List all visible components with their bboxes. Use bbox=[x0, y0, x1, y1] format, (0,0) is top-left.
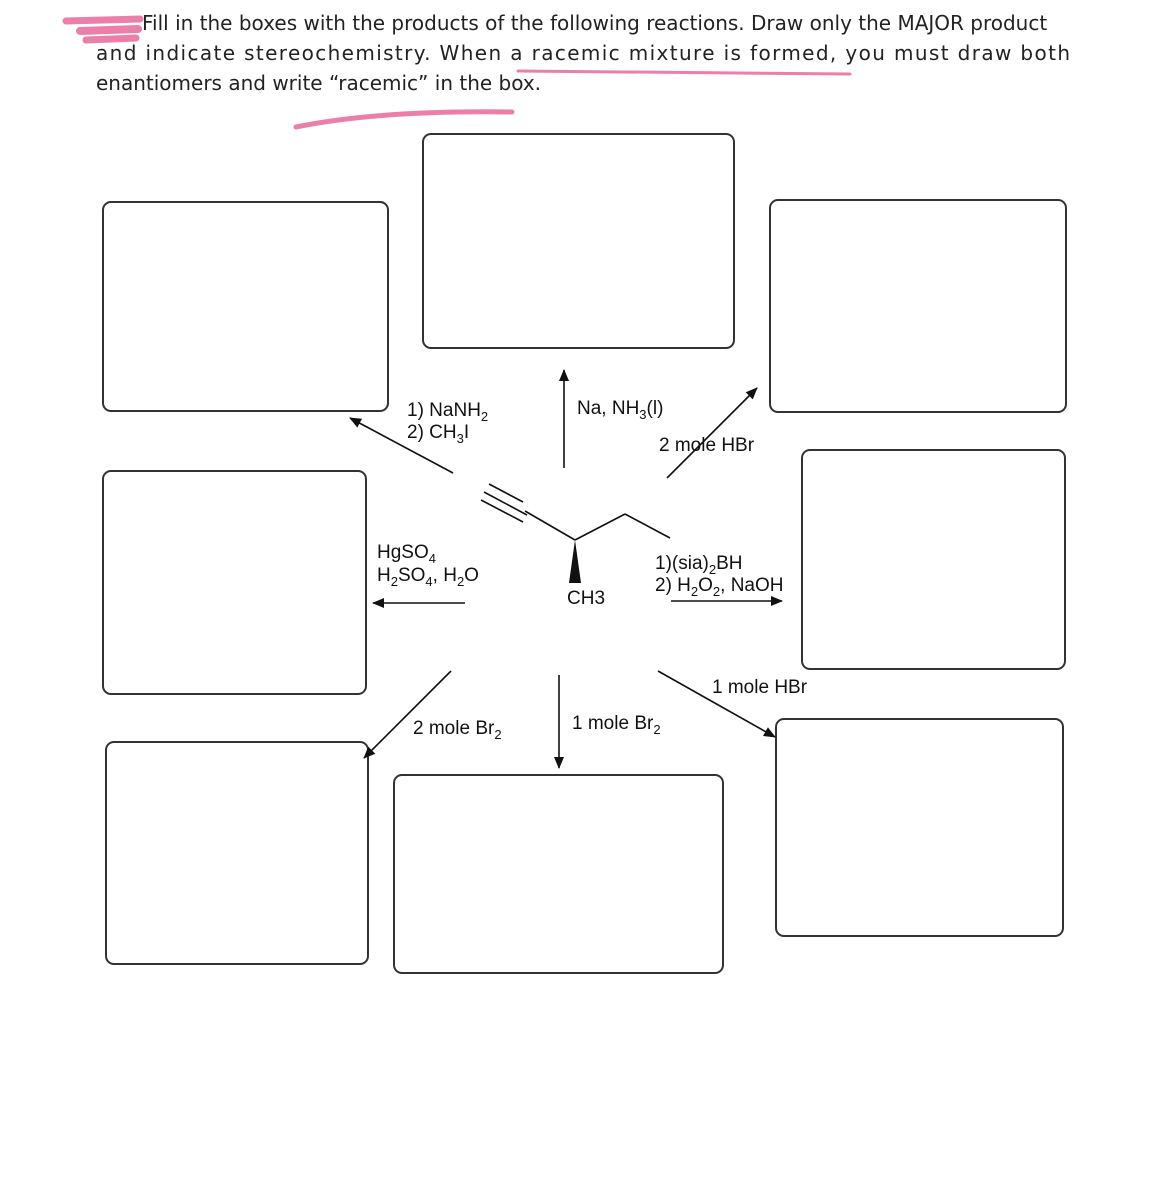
arrow-top-right bbox=[667, 388, 757, 478]
answer-box-top-right[interactable] bbox=[770, 200, 1066, 412]
answer-box-bottom-left[interactable] bbox=[106, 742, 368, 964]
instruction-line-1: Fill in the boxes with the products of the following reactions. Draw only the MAJOR product bbox=[142, 11, 1048, 35]
answer-boxes bbox=[103, 134, 1066, 973]
answer-box-bottom[interactable] bbox=[394, 775, 723, 973]
triple-bond-line bbox=[484, 492, 527, 515]
triple-bond-line bbox=[489, 484, 523, 502]
answer-box-left[interactable] bbox=[103, 471, 366, 694]
instruction-line-3: enantiomers and write “racemic” in the box. bbox=[96, 71, 542, 95]
answer-box-bottom-right[interactable] bbox=[776, 719, 1063, 936]
reagent-label-bottom-right: 1 mole HBr bbox=[712, 677, 808, 698]
reagent-label-right: $1)(sia)_2BH$ bbox=[655, 553, 743, 577]
answer-box-top-left[interactable] bbox=[103, 202, 388, 411]
reagent-label-bottom-left: 2 mole $Br_2$ bbox=[413, 718, 502, 742]
methyl-substituent-label: CH3 bbox=[567, 588, 606, 609]
wedge-bond bbox=[569, 540, 581, 583]
reagent-label-top-left: 2) $CH_3I$ bbox=[407, 422, 470, 446]
instruction-line-2: and indicate stereochemistry. When a racemic mixture is formed, you must draw both bbox=[96, 41, 1070, 65]
reagent-label-top-left: 1) NaNH$_2$ bbox=[407, 400, 489, 424]
triple-bond-line bbox=[481, 500, 523, 522]
bond-alkyne-to-stereocenter bbox=[525, 511, 575, 540]
reagent-label-bottom: 1 mole $Br_2$ bbox=[572, 713, 661, 737]
reagent-labels bbox=[377, 398, 808, 742]
starting-molecule bbox=[481, 484, 670, 609]
reagent-label-top: Na, $NH_3(l)$ bbox=[577, 398, 664, 422]
reagent-label-top-right: 2 mole HBr bbox=[659, 435, 755, 456]
bond-stereocenter-to-ethyl bbox=[575, 514, 625, 540]
reagent-label-left: HgSO$_4$ bbox=[377, 542, 436, 566]
reagent-label-right: 2) $H_2O_2$, NaOH bbox=[655, 575, 784, 599]
answer-box-right[interactable] bbox=[802, 450, 1065, 669]
reagent-label-left: $H_2SO_4$, $H_2O$ bbox=[377, 565, 479, 589]
arrow-bottom-left bbox=[364, 671, 451, 758]
bond-ethyl-to-methyl bbox=[625, 514, 670, 538]
answer-box-top[interactable] bbox=[423, 134, 734, 348]
